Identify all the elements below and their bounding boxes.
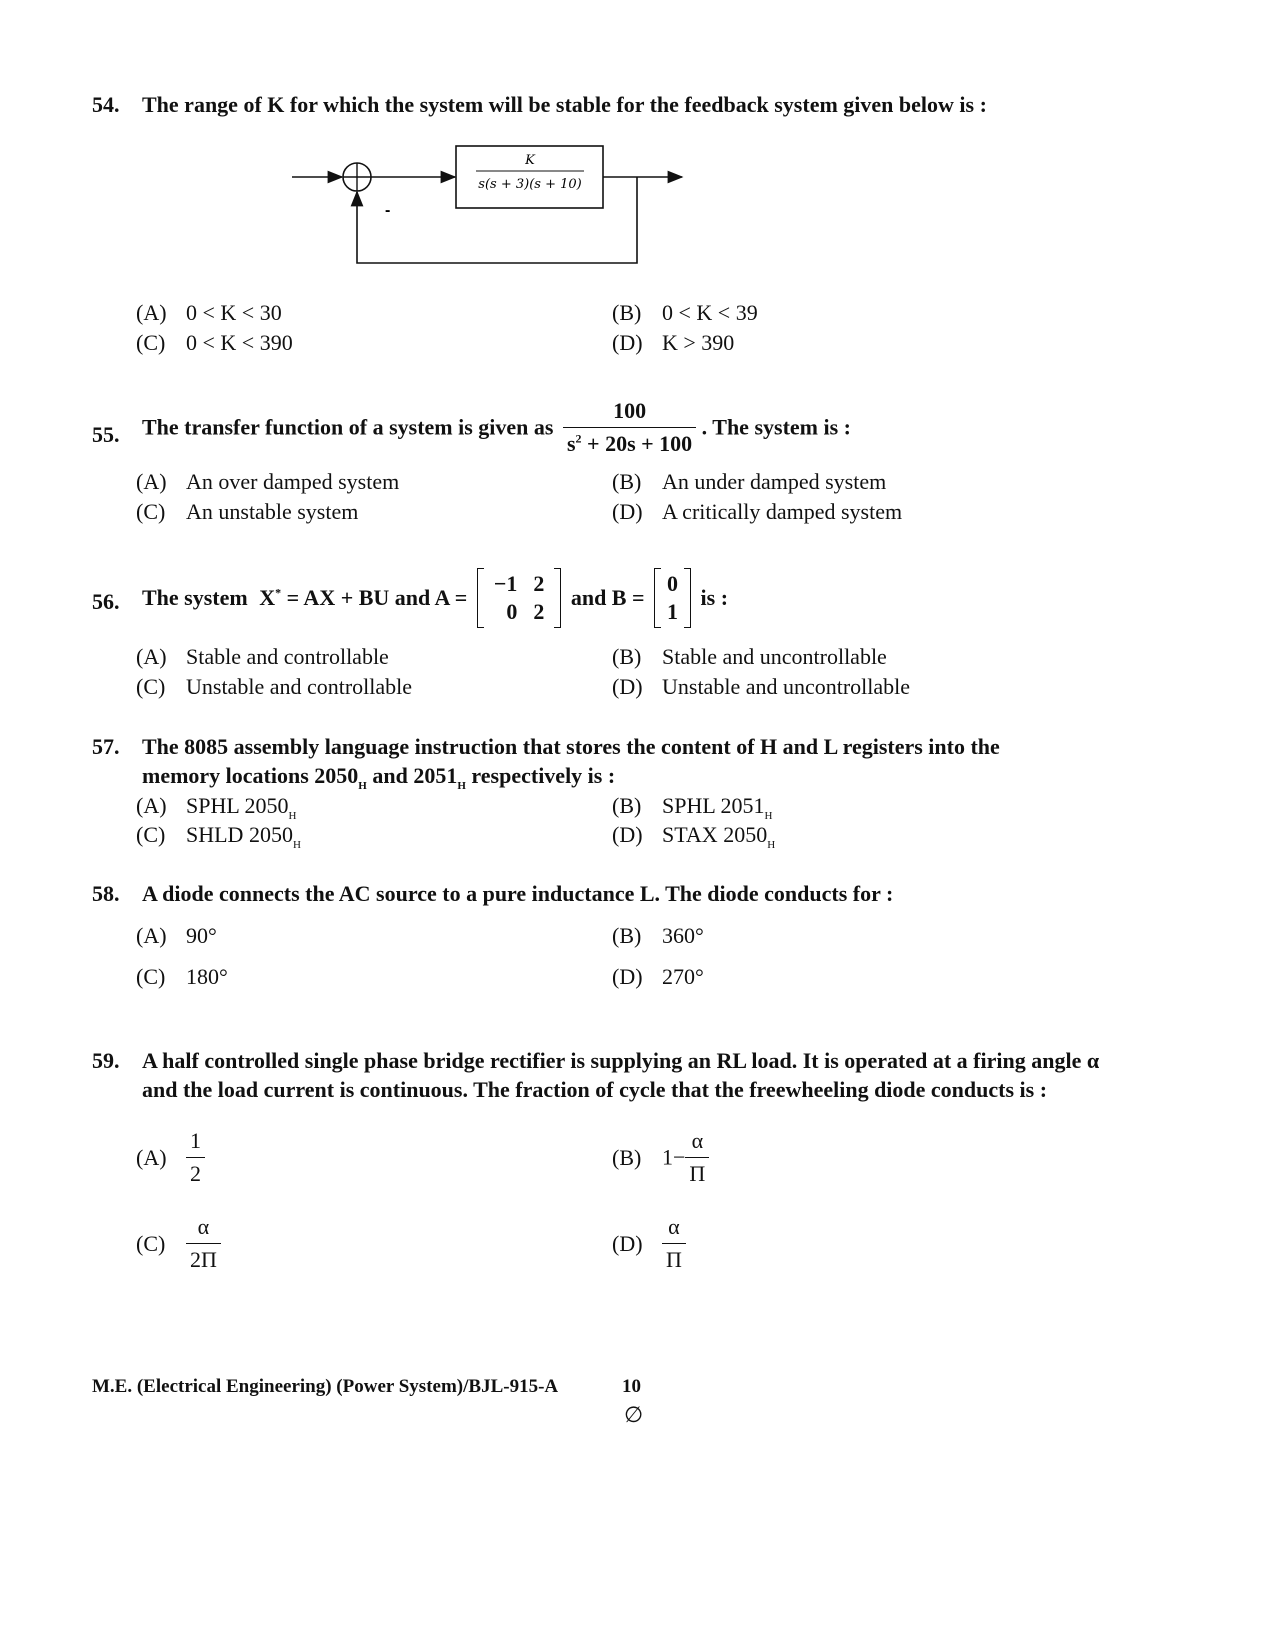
footer-code: M.E. (Electrical Engineering) (Power System)/BJL-915-A xyxy=(92,1376,559,1397)
option-c[interactable]: (C) Unstable and controllable xyxy=(136,674,413,699)
option-d[interactable]: (D) STAX $2050_H$ xyxy=(612,822,776,851)
empty-set-symbol: ∅ xyxy=(624,1402,644,1427)
option-b[interactable]: (B) 1− $\frac{\alpha}{\Pi}$ xyxy=(612,1128,709,1187)
option-b[interactable]: (B) Stable and uncontrollable xyxy=(612,644,887,669)
fraction: $\frac{\alpha}{\Pi}$ xyxy=(662,1214,686,1273)
fraction: $\frac{\alpha}{2\Pi}$ xyxy=(186,1214,221,1273)
feedback-minus-sign: - xyxy=(385,202,391,219)
option-d[interactable]: (D) A critically damped system xyxy=(612,499,903,524)
option-a[interactable]: (A) SPHL $2050_H$ xyxy=(136,793,297,822)
option-d[interactable]: (D) $\frac{\alpha}{\Pi}$ xyxy=(612,1214,686,1273)
option-a[interactable]: (A) 0 < K < 30 xyxy=(136,300,282,325)
option-c[interactable]: (C) 0 < K < 390 xyxy=(136,330,293,355)
option-b[interactable]: (B) 0 < K < 39 xyxy=(612,300,758,325)
option-c[interactable]: (C) 180° xyxy=(136,964,228,989)
question-text: The system X* = AX + BU and A = −1 2 0 2 and B = 0 1 is : xyxy=(142,568,728,628)
question-number: 56. xyxy=(92,589,120,614)
fraction: $\frac{1}{2}$ xyxy=(186,1128,205,1187)
matrix-a: −1 2 0 2 xyxy=(477,568,562,628)
question-text-line2: and the load current is continuous. The fraction of cycle that the freewheeling diode conducts is : xyxy=(142,1077,1048,1102)
question-number: 58. xyxy=(92,881,120,906)
block-numerator: K xyxy=(525,153,535,168)
transfer-function-fraction: $\frac{100}{s^2 + 20s + 100}$ xyxy=(563,398,696,457)
question-number: 54. xyxy=(92,92,120,117)
block-denominator: s(s + 3)(s + 10) xyxy=(478,177,582,192)
question-text-line2: memory locations $2050_H$ and $2051_H$ respectively is : xyxy=(142,763,616,792)
option-d[interactable]: (D) 270° xyxy=(612,964,704,989)
question-text: The 8085 assembly language instruction that stores the content of H and L registers into the xyxy=(142,734,1000,759)
question-text: The range of K for which the system will be stable for the feedback system given below is : xyxy=(142,92,987,117)
option-a[interactable]: (A) $\frac{1}{2}$ xyxy=(136,1128,205,1187)
question-text: A half controlled single phase bridge rectifier is supplying an RL load. It is operated at a firing angle α xyxy=(142,1048,1100,1073)
option-b[interactable]: (B) SPHL $2051_H$ xyxy=(612,793,773,822)
option-d[interactable]: (D) K > 390 xyxy=(612,330,735,355)
option-a[interactable]: (A) 90° xyxy=(136,923,217,948)
option-a[interactable]: (A) An over damped system xyxy=(136,469,400,494)
question-number: 55. xyxy=(92,422,120,447)
question-text: A diode connects the AC source to a pure inductance L. The diode conducts for : xyxy=(142,881,894,906)
option-b[interactable]: (B) An under damped system xyxy=(612,469,887,494)
matrix-b: 0 1 xyxy=(654,568,691,628)
question-text: The transfer function of a system is given as $\frac{100}{s^2 + 20s + 100}$ . The system is : xyxy=(142,398,851,456)
feedback-block-diagram xyxy=(290,140,710,275)
option-a[interactable]: (A) Stable and controllable xyxy=(136,644,389,669)
fraction: $\frac{\alpha}{\Pi}$ xyxy=(685,1128,709,1187)
page-number: 10 xyxy=(622,1376,641,1397)
option-c[interactable]: (C) $\frac{\alpha}{2\Pi}$ xyxy=(136,1214,221,1273)
question-number: 57. xyxy=(92,734,120,759)
option-c[interactable]: (C) SHLD $2050_H$ xyxy=(136,822,301,851)
option-d[interactable]: (D) Unstable and uncontrollable xyxy=(612,674,911,699)
option-c[interactable]: (C) An unstable system xyxy=(136,499,359,524)
question-number: 59. xyxy=(92,1048,120,1073)
option-b[interactable]: (B) 360° xyxy=(612,923,704,948)
